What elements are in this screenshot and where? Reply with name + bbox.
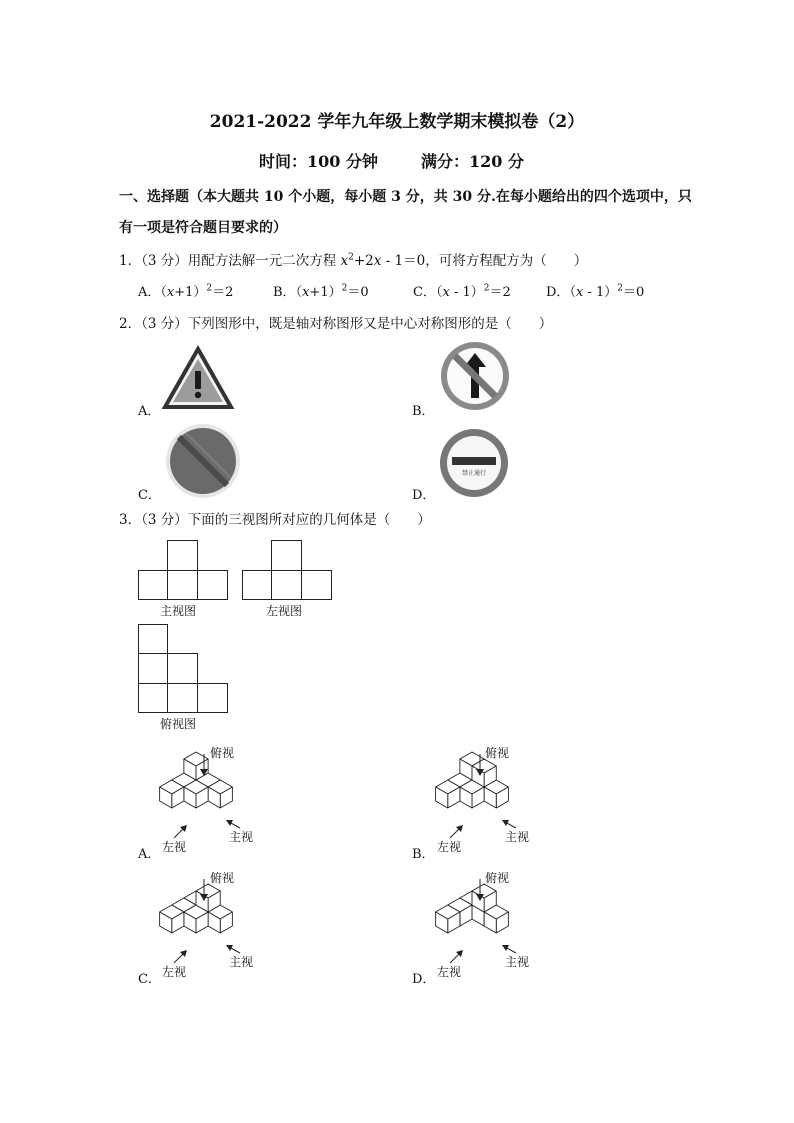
option-exp: 2 — [206, 283, 213, 294]
option-a-dir-front: 主视 — [229, 830, 254, 844]
option-label: A． — [138, 285, 161, 300]
q2-label-d: D． — [412, 488, 436, 503]
question-3: 3．（3 分）下面的三视图所对应的几何体是（ ） — [119, 512, 431, 528]
sign-d-text: 禁止通行 — [461, 470, 487, 477]
section-heading-line1: 一、选择题（本大题共 10 个小题，每小题 3 分，共 30 分.在每小题给出的四个选项中，只 — [119, 189, 692, 205]
q3-label-b: B． — [412, 847, 435, 862]
option-b-dir-top: 俯视 — [485, 746, 510, 760]
no-parking-sign-icon — [165, 423, 241, 499]
option-var: x — [166, 285, 175, 300]
front-view-arrowhead-icon — [502, 945, 509, 951]
option-var: x — [575, 285, 584, 300]
top-view-caption: 俯视图 — [160, 717, 197, 731]
front-view-caption: 主视图 — [160, 604, 197, 618]
no-entry-sign-icon — [437, 428, 511, 494]
option-exp: 2 — [483, 283, 490, 294]
q3-label-a: A． — [138, 847, 161, 862]
option-c-dir-top: 俯视 — [210, 871, 235, 885]
question-1 — [119, 249, 587, 269]
q3-label-c: C． — [138, 972, 161, 987]
option-paren: （ — [435, 285, 443, 300]
option-paren: （ — [160, 285, 167, 300]
q2-label-a: A． — [138, 404, 161, 419]
exam-score: 满分：120 分 — [421, 152, 524, 171]
q1-option-d — [546, 281, 644, 300]
option-b-dir-left: 左视 — [437, 840, 462, 854]
option-label: D． — [546, 285, 570, 300]
front-view-arrowhead-icon — [226, 945, 233, 951]
option-exp: 2 — [341, 283, 348, 294]
option-label: C． — [413, 285, 436, 300]
q1-option-b — [273, 281, 369, 300]
exam-time: 时间：100 分钟 — [259, 152, 378, 171]
front-view-arrowhead-icon — [502, 820, 509, 826]
section-heading-line2: 有一项是符合题目要求的） — [119, 220, 287, 236]
q1-option-a — [138, 281, 233, 300]
option-paren: （ — [295, 285, 303, 300]
option-rhs: ＝2 — [212, 285, 234, 300]
option-op: - 1） — [583, 285, 618, 300]
q1-stem-end: - 1＝0，可将方程配方为（ ） — [381, 253, 588, 269]
option-c-dir-left: 左视 — [162, 965, 187, 979]
q2-label-c: C． — [138, 488, 161, 503]
option-var: x — [302, 285, 310, 300]
front-view-diagram — [138, 540, 228, 600]
q1-var-x2: x — [373, 253, 382, 269]
q1-stem-start: 1．（3 分）用配方法解一元二次方程 — [119, 253, 341, 269]
q1-mid: +2 — [353, 253, 374, 269]
q3-label-d: D． — [412, 972, 436, 987]
warning-triangle-sign-icon — [163, 347, 233, 409]
option-exp: 2 — [617, 283, 623, 294]
option-d-dir-top: 俯视 — [485, 871, 510, 885]
option-a-dir-top: 俯视 — [210, 746, 235, 760]
option-op: +1） — [174, 285, 207, 300]
option-op: +1） — [309, 285, 342, 300]
q2-label-b: B． — [412, 404, 435, 419]
option-d-dir-left: 左视 — [437, 965, 462, 979]
option-a-dir-left: 左视 — [162, 840, 187, 854]
option-c-dir-front: 主视 — [229, 955, 254, 969]
front-view-arrowhead-icon — [226, 820, 233, 826]
q1-exp: 2 — [348, 252, 354, 263]
option-paren: （ — [569, 285, 576, 300]
option-rhs: ＝0 — [622, 285, 645, 300]
q1-var-x: x — [340, 253, 349, 269]
q1-option-c — [413, 281, 511, 300]
exam-title: 2021-2022 学年九年级上数学期末模拟卷（2） — [209, 112, 585, 132]
option-rhs: ＝0 — [347, 285, 369, 300]
option-label: B． — [273, 285, 296, 300]
no-straight-ahead-sign-icon — [438, 340, 512, 412]
top-view-diagram — [138, 624, 228, 714]
option-rhs: ＝2 — [489, 285, 511, 300]
option-d-dir-front: 主视 — [505, 955, 530, 969]
left-view-caption: 左视图 — [266, 604, 303, 618]
option-var: x — [442, 285, 450, 300]
option-b-dir-front: 主视 — [505, 830, 530, 844]
question-2: 2．（3 分）下列图形中，既是轴对称图形又是中心对称图形的是（ ） — [119, 316, 553, 332]
left-view-diagram — [242, 540, 332, 600]
option-op: - 1） — [449, 285, 484, 300]
